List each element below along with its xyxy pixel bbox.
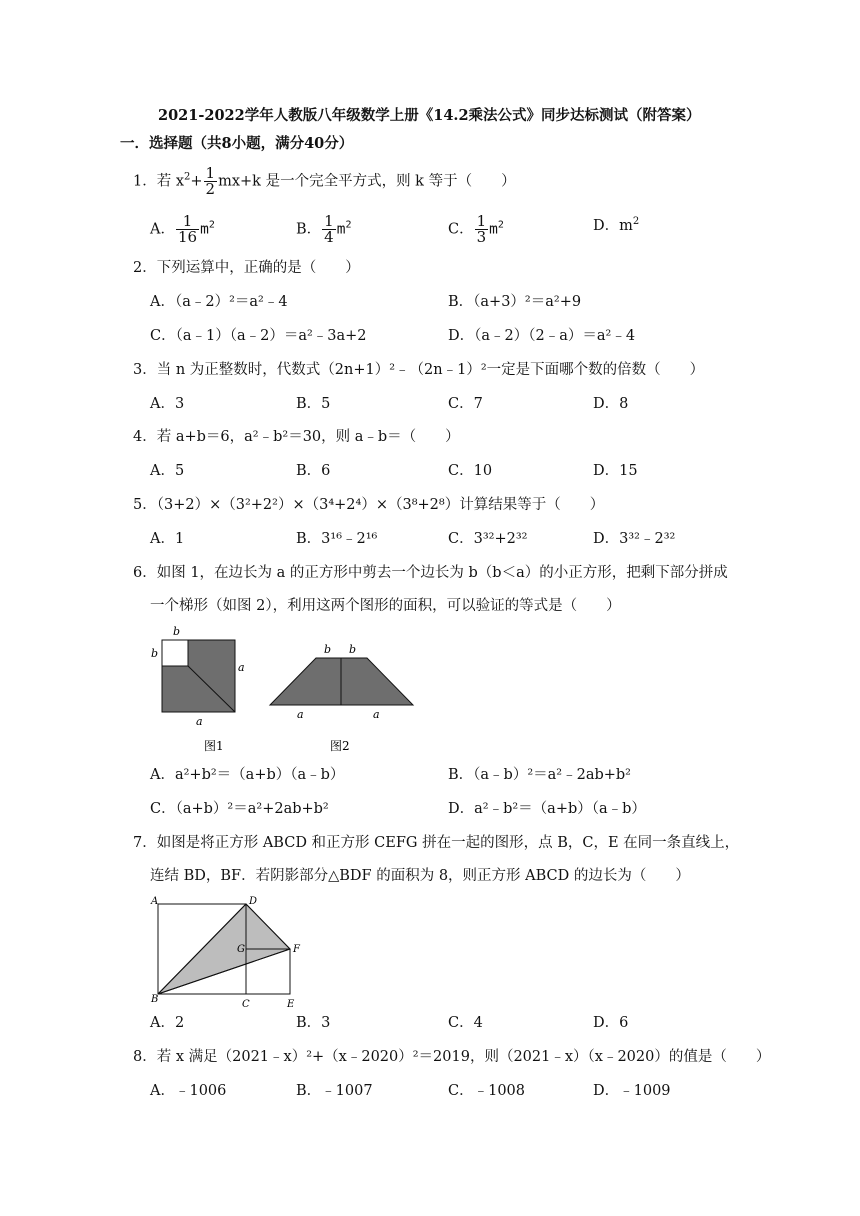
q7-option-d[interactable]: D．6 — [593, 1015, 629, 1031]
q6-option-a[interactable]: A．a²+b²＝（a+b）（a﹣b） — [150, 767, 345, 783]
q4-option-b[interactable]: B．6 — [296, 463, 331, 479]
q3-option-b[interactable]: B．5 — [296, 396, 331, 412]
q7-label-a: A — [151, 896, 159, 907]
q1-sup: 2 — [184, 171, 191, 183]
question-3-stem: 3．当 n 为正整数时，代数式（2n+1）²﹣（2n﹣1）²一定是下面哪个数的倍数（ ） — [133, 362, 705, 378]
fig2-caption: 图2 — [330, 739, 350, 753]
q6-option-b[interactable]: B．（a﹣b）²＝a²﹣2ab+b² — [448, 767, 631, 783]
question-5-stem: 5．（3+2）×（3²+2²）×（3⁴+2⁴）×（3⁸+2⁸）计算结果等于（ ） — [133, 497, 605, 513]
q4-option-d[interactable]: D．15 — [593, 463, 638, 479]
question-7-stem-line2: 连结 BD，BF．若阴影部分△BDF 的面积为 8，则正方形 ABCD 的边长为（ ） — [150, 868, 690, 884]
q6-figure-2-trapezoid — [270, 643, 413, 721]
fig2-label-b-left: b — [324, 643, 332, 656]
fig2-label-b-right: b — [349, 643, 357, 656]
q3-option-d[interactable]: D．8 — [593, 396, 629, 412]
page-title: 2021-2022学年人教版八年级数学上册《14.2乘法公式》同步达标测试（附答案） — [158, 107, 701, 124]
q8-option-d[interactable]: D．﹣1009 — [593, 1083, 671, 1099]
q1-text-post: mx+k 是一个完全平方式，则 k 等于（ ） — [218, 173, 516, 190]
q1-plus: + — [190, 173, 203, 190]
q8-option-b[interactable]: B．﹣1007 — [296, 1083, 373, 1099]
q1-option-d[interactable]: D．$m^2$ — [593, 216, 640, 234]
q4-option-c[interactable]: C．10 — [448, 463, 493, 479]
q6-option-d[interactable]: D．a²﹣b²＝（a+b）（a﹣b） — [448, 801, 646, 817]
q8-option-c[interactable]: C．﹣1008 — [448, 1083, 525, 1099]
question-4-stem: 4．若 a+b＝6，a²﹣b²＝30，则 a﹣b＝（ ） — [133, 429, 460, 445]
q8-option-a[interactable]: A．﹣1006 — [150, 1083, 227, 1099]
question-7-stem-line1: 7．如图是将正方形 ABCD 和正方形 CEFG 拼在一起的图形，点 B，C，E 在同一条直线上， — [133, 835, 740, 851]
q6-figure-1-square — [151, 625, 245, 728]
question-8-stem: 8．若 x 满足（2021﹣x）²+（x﹣2020）²＝2019，则（2021﹣x）（x﹣2020）的值是（ ） — [133, 1049, 771, 1065]
q2-option-b[interactable]: B．（a+3）²＝a²+9 — [448, 294, 582, 310]
q1-option-a[interactable]: A． $\frac{1}{16}$ $m^2$ — [150, 212, 215, 246]
question-1-stem — [133, 166, 516, 197]
q7-option-c[interactable]: C．4 — [448, 1015, 483, 1031]
q1-option-b[interactable]: B． $\frac{1}{4}$ $m^2$ — [296, 212, 352, 246]
fig1-label-b-top: b — [173, 625, 181, 638]
fig1-caption: 图1 — [204, 739, 224, 753]
fig1-label-b-left: b — [151, 647, 159, 660]
fig1-label-a-bottom: a — [196, 715, 203, 728]
q7-option-b[interactable]: B．3 — [296, 1015, 331, 1031]
q4-option-a[interactable]: A．5 — [150, 463, 185, 479]
q7-label-c: C — [242, 999, 250, 1010]
q7-label-e: E — [287, 999, 295, 1010]
q7-label-d: D — [249, 896, 258, 907]
question-6-stem-line1: 6．如图 1，在边长为 a 的正方形中剪去一个边长为 b（b＜a）的小正方形，把剩下部分拼成 — [133, 565, 728, 581]
q2-option-a[interactable]: A．（a﹣2）²＝a²﹣4 — [150, 294, 288, 310]
q3-option-a[interactable]: A．3 — [150, 396, 185, 412]
q2-option-c[interactable]: C．（a﹣1）（a﹣2）＝a²﹣3a+2 — [150, 328, 367, 344]
q3-option-c[interactable]: C．7 — [448, 396, 483, 412]
q2-option-d[interactable]: D．（a﹣2）（2﹣a）＝a²﹣4 — [448, 328, 636, 344]
fig2-label-a-right: a — [373, 708, 380, 721]
q7-label-g: G — [237, 944, 245, 955]
q6-option-c[interactable]: C．（a+b）²＝a²+2ab+b² — [150, 801, 329, 817]
fig2-label-a-left: a — [297, 708, 304, 721]
question-2-stem: 2．下列运算中，正确的是（ ） — [133, 260, 360, 276]
q5-option-a[interactable]: A．1 — [150, 531, 185, 547]
q6-figures — [140, 622, 440, 757]
question-6-stem-line2: 一个梯形（如图 2），利用这两个图形的面积，可以验证的等式是（ ） — [150, 598, 621, 614]
q7-label-f: F — [293, 944, 300, 955]
q1-text-pre: 1．若 x — [133, 173, 185, 190]
q7-label-b: B — [151, 994, 159, 1005]
q5-option-c[interactable]: C．3³²+2³² — [448, 531, 528, 547]
q5-option-b[interactable]: B．3¹⁶﹣2¹⁶ — [296, 531, 378, 547]
section-heading: 一．选择题（共8小题，满分40分） — [120, 135, 354, 152]
q1-fraction: $\frac{1}{2}$ — [205, 164, 216, 198]
q7-option-a[interactable]: A．2 — [150, 1015, 185, 1031]
q5-option-d[interactable]: D．3³²﹣2³² — [593, 531, 676, 547]
fig1-label-a-right: a — [238, 661, 245, 674]
q7-figure — [148, 890, 318, 1010]
q1-option-c[interactable]: C． $\frac{1}{3}$ $m^2$ — [448, 212, 504, 246]
